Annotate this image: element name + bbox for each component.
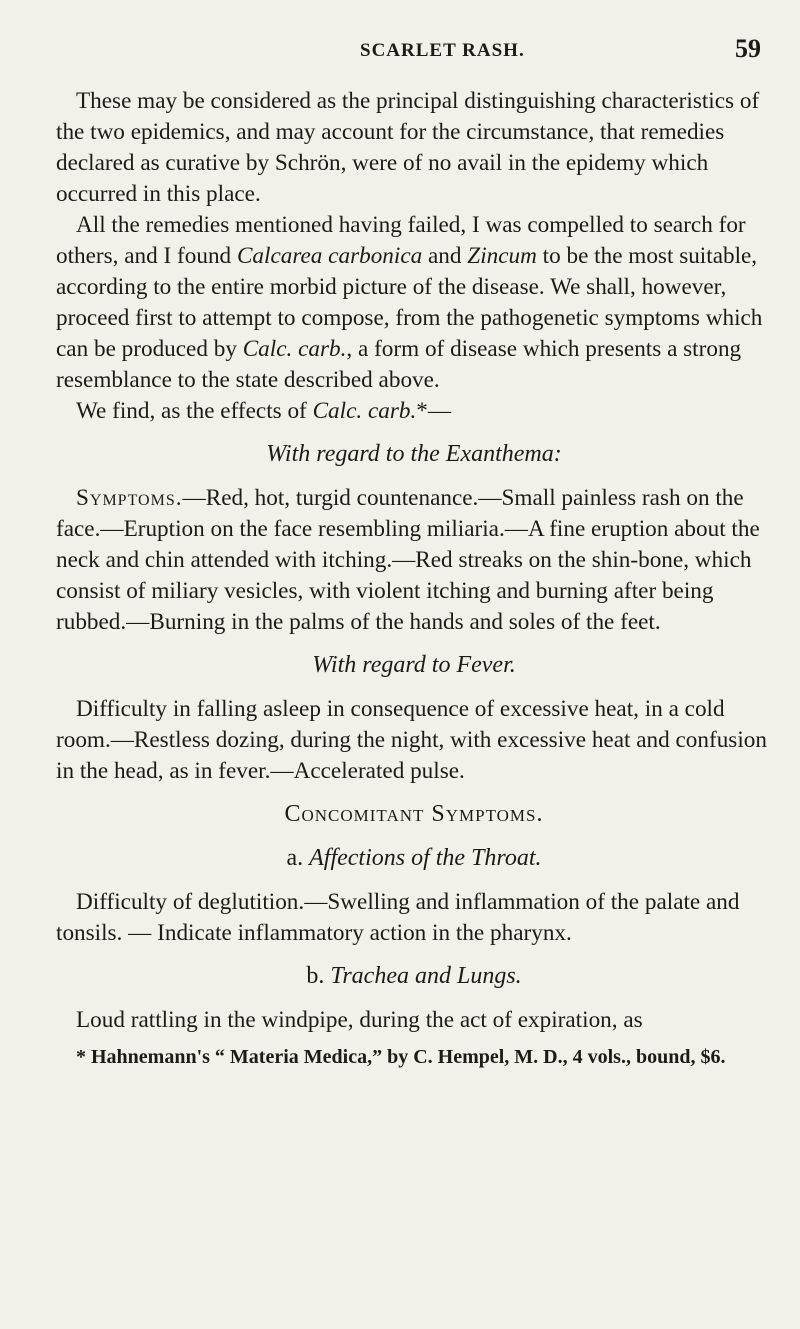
remedy-calc-carb: Calc. carb. [312,398,417,424]
footnote-marker: *— [416,398,452,424]
text-run: and [422,243,468,269]
remedy-calcarea: Calcarea carbonica [236,243,423,269]
heading-trachea [56,961,772,992]
section-letter: b. [306,963,331,989]
paragraph-symptoms [56,483,772,638]
running-head: SCARLET RASH. [360,40,525,61]
heading-fever: With regard to Fever. [312,652,516,678]
text-run: to be the most suitable, according to the entire morbid picture of the disease. We shall, however, proceed first to attempt to compose, from the pathogenetic symptoms which can be produced by [56,243,763,362]
section-title: Affections of the Throat. [309,845,542,871]
heading-concomitant: Concomitant Symptoms. [284,801,544,827]
paragraph-effects [56,396,772,427]
paragraph-characteristics: These may be considered as the principal distinguishing characteristics of the two epidemics, and may account for the circumstance, that remedies declared as curative by Schrön, were of no avail in the epidemy which occurred in this place. [56,88,760,207]
page-number: 59 [735,34,761,63]
heading-throat [56,843,772,874]
symptoms-label: Symptoms. [76,485,183,511]
text-run: —Red, hot, turgid countenance.—Small painless rash on the face.—Eruption on the face resembling miliaria.—A fine eruption about the neck and chin attended with itching.—Red streaks on the shin-bone, which consist of miliary vesicles, with violent itching and burning after being rubbed.—Burning in the palms of the hands and soles of the feet. [56,485,760,635]
text-run: , a form of disease which presents a strong resemblance to the state described above. [56,336,742,393]
remedy-calc-carb: Calc. carb. [242,336,347,362]
text-run: We find, as the effects of [76,398,313,424]
paragraph-fever: Difficulty in falling asleep in consequence of excessive heat, in a cold room.—Restless dozing, during the night, with excessive heat and confusion in the head, as in fever.—Accelerated pulse. [56,696,767,784]
paragraph-trachea: Loud rattling in the windpipe, during the act of expiration, as [76,1007,643,1033]
remedy-zincum: Zincum [467,243,537,269]
body-text [56,86,772,1071]
text-run: All the remedies mentioned having failed, I was compelled to search for others, and I found [56,212,746,269]
paragraph-throat: Difficulty of deglutition.—Swelling and inflammation of the palate and tonsils. — Indicate inflammatory action in the pharynx. [56,889,740,946]
section-title: Trachea and Lungs. [330,963,522,989]
paragraph-remedies [56,210,772,396]
heading-exanthema: With regard to the Exanthema: [266,441,562,467]
footnote: * Hahnemann's “ Materia Medica,” by C. Hempel, M. D., 4 vols., bound, $6. [76,1046,726,1068]
section-letter: a. [286,845,310,871]
